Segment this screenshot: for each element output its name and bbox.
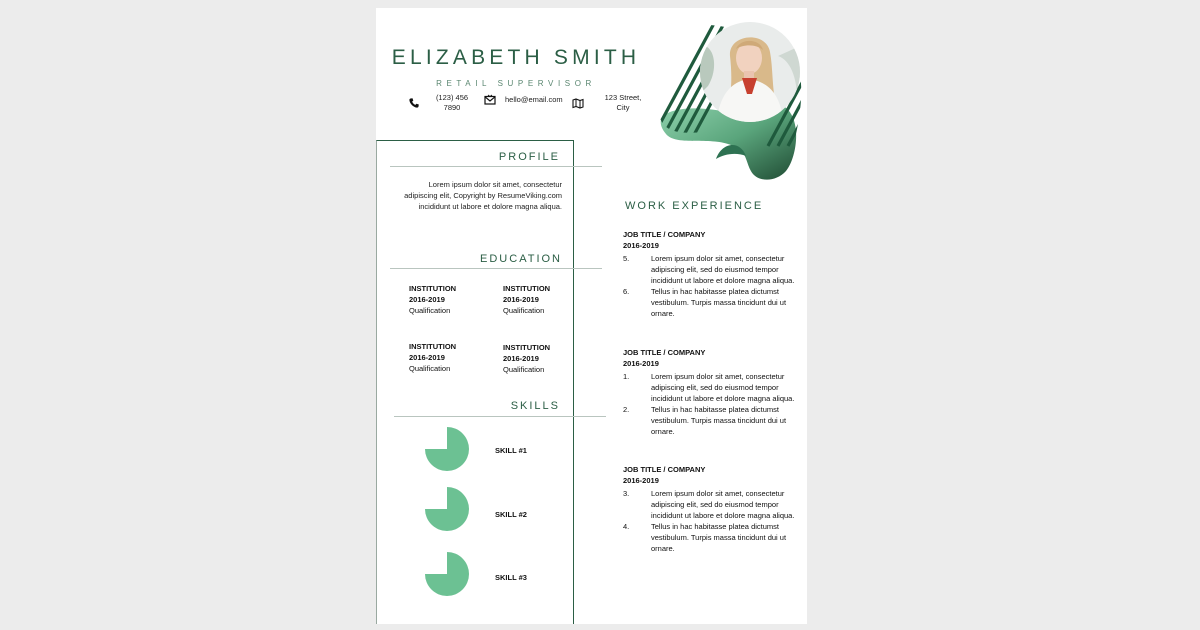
job-bullet: 1. Lorem ipsum dolor sit amet, consectetur adipiscing elit, sed do eiusmod tempor incididunt ut labore et dolore magna aliqua.	[623, 372, 795, 403]
email-text: hello@email.com	[505, 95, 563, 104]
job-bullet: 4. Tellus in hac habitasse platea dictumst vestibulum. Turpis massa tincidunt dui ut ornare.	[623, 522, 787, 553]
candidate-role: RETAIL SUPERVISOR	[436, 79, 596, 88]
contact-email	[484, 94, 563, 106]
job-title: JOB TITLE / COMPANY	[623, 465, 706, 474]
job-title: JOB TITLE / COMPANY	[623, 230, 706, 239]
education-divider	[390, 268, 602, 269]
phone-text: (123) 456 7890	[435, 93, 469, 112]
skill-2-label: SKILL #2	[495, 510, 527, 519]
job-bullet: 5. Lorem ipsum dolor sit amet, consectetur adipiscing elit, sed do eiusmod tempor incididunt ut labore et dolore magna aliqua.	[623, 254, 795, 285]
skill-1-pie	[425, 427, 469, 471]
job-entry	[623, 229, 798, 319]
phone-icon	[408, 97, 420, 109]
education-item: INSTITUTION 2016-2019 Qualification	[503, 284, 551, 315]
job-years: 2016-2019	[623, 359, 659, 368]
skill-1-label: SKILL #1	[495, 446, 527, 455]
decorative-photo-graphic	[658, 16, 803, 186]
email-icon	[484, 94, 496, 106]
job-bullet: 6. Tellus in hac habitasse platea dictumst vestibulum. Turpis massa tincidunt dui ut ornare.	[623, 287, 787, 318]
education-item: INSTITUTION 2016-2019 Qualification	[503, 343, 551, 374]
job-entry	[623, 347, 798, 437]
skill-2-pie	[425, 487, 469, 531]
candidate-name: ELIZABETH SMITH	[391, 46, 641, 69]
skills-divider	[394, 416, 606, 417]
skill-3-pie	[425, 552, 469, 596]
job-entry	[623, 464, 798, 554]
skills-title: SKILLS	[510, 400, 560, 412]
job-title: JOB TITLE / COMPANY	[623, 348, 706, 357]
work-experience-title: WORK EXPERIENCE	[625, 200, 764, 212]
education-title: EDUCATION	[480, 253, 562, 265]
education-item: INSTITUTION 2016-2019 Qualification	[409, 342, 457, 373]
profile-divider	[390, 166, 602, 167]
resume-page	[376, 8, 807, 624]
map-icon	[572, 97, 584, 109]
job-bullet: 3. Lorem ipsum dolor sit amet, consectetur adipiscing elit, sed do eiusmod tempor incididunt ut labore et dolore magna aliqua.	[623, 489, 795, 520]
job-years: 2016-2019	[623, 476, 659, 485]
education-item: INSTITUTION 2016-2019 Qualification	[409, 284, 457, 315]
job-bullet: 2. Tellus in hac habitasse platea dictumst vestibulum. Turpis massa tincidunt dui ut ornare.	[623, 405, 787, 436]
left-column	[376, 140, 574, 624]
contact-phone	[408, 93, 470, 113]
address-text: 123 Street, City	[604, 93, 642, 112]
profile-text: Lorem ipsum dolor sit amet, consectetur adipiscing elit, Copyright by ResumeViking.com incididunt ut labore et dolore magna aliqua.	[404, 180, 562, 211]
profile-title: PROFILE	[498, 151, 560, 163]
contact-address	[572, 93, 648, 113]
skill-3-label: SKILL #3	[495, 573, 527, 582]
job-years: 2016-2019	[623, 241, 659, 250]
